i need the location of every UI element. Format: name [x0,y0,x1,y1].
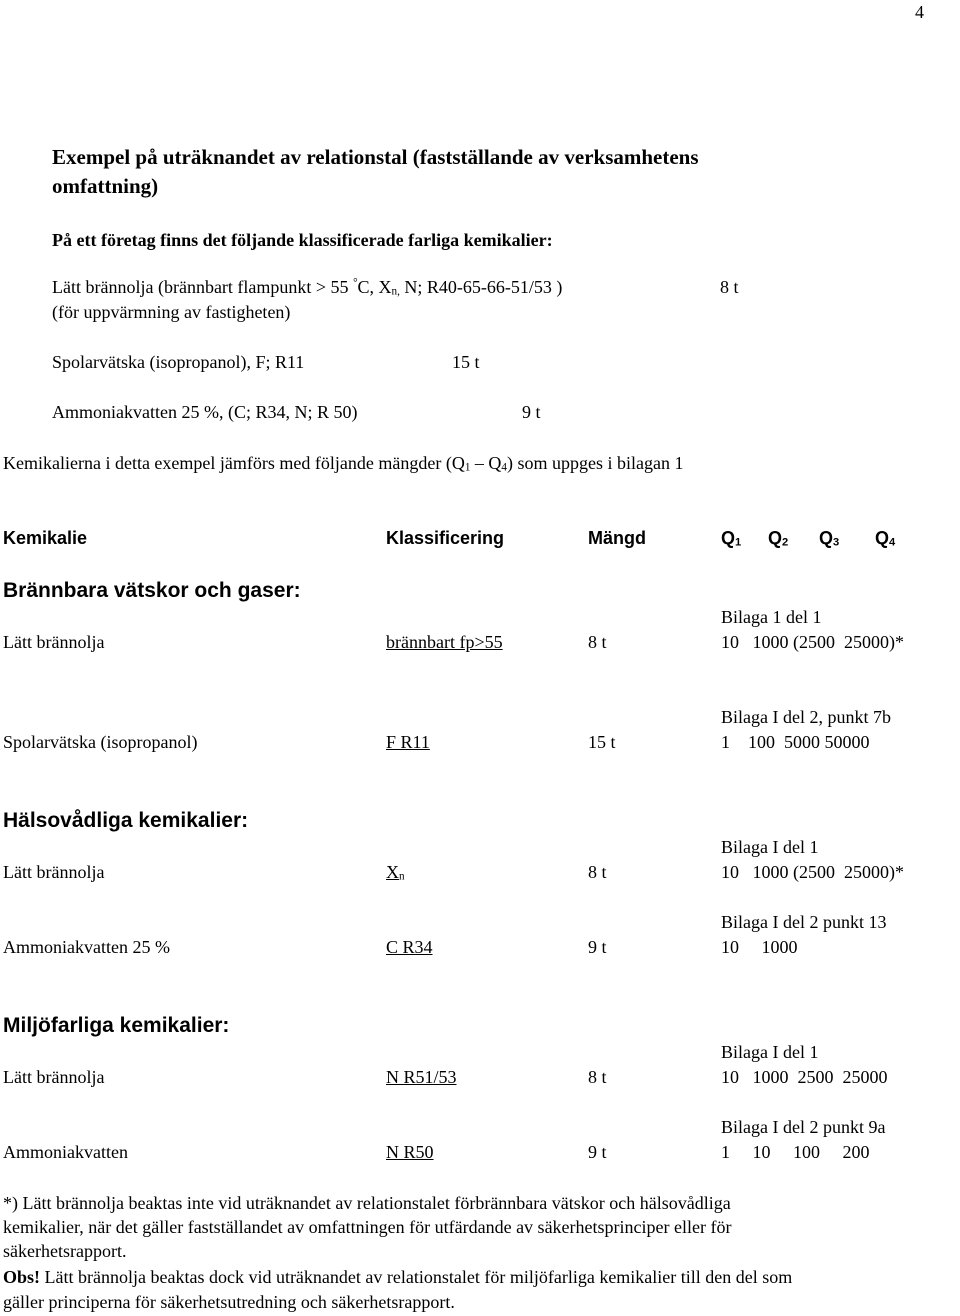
page-number: 4 [915,2,924,22]
row6-values: 1 10 100 200 [721,1142,870,1162]
row5-klass: N R51/53 [386,1067,457,1087]
row1-ref: Bilaga 1 del 1 [721,607,822,627]
row4-klass: C R34 [386,937,433,957]
row6-name: Ammoniakvatten [3,1142,128,1162]
chem-ammo-line: Ammoniakvatten 25 %, (C; R34, N; R 50) [52,402,358,422]
row2-values: 1 100 5000 50000 [721,732,870,752]
row2-ref: Bilaga I del 2, punkt 7b [721,707,891,727]
row3-qty: 8 t [588,862,607,882]
row5-name: Lätt brännolja [3,1067,105,1087]
row3-name: Lätt brännolja [3,862,105,882]
footnote-line-5: gäller principerna för säkerhetsutredning och säkerhetsrapport. [3,1292,455,1312]
compare-text: Kemikalierna i detta exempel jämförs med följande mängder $(Q_1 - Q_4)$ som uppges i bilagan 1 [3,453,684,474]
chem-fuel-qty: 8 t [720,277,739,297]
header-q2: $Q_2$ [768,528,789,549]
chem-ammo-qty: 9 t [522,402,541,422]
row3-values: 10 1000 (2500 25000)* [721,862,904,882]
footnote-line-3: säkerhetsrapport. [3,1241,127,1261]
chem-fuel-line-2: (för uppvärmning av fastigheten) [52,302,291,322]
row2-klass: F R11 [386,732,430,752]
row2-name: Spolarvätska (isopropanol) [3,732,198,752]
footnote-line-1: *) Lätt brännolja beaktas inte vid uträknandet av relationstalet förbrännbara vätskor och hälsovådliga [3,1193,731,1213]
row5-ref: Bilaga I del 1 [721,1042,819,1062]
chem-spol-qty: 15 t [452,352,480,372]
section-flammable: Brännbara vätskor och gaser: [3,579,301,602]
row5-qty: 8 t [588,1067,607,1087]
section-environment: Miljöfarliga kemikalier: [3,1014,230,1037]
row1-name: Lätt brännolja [3,632,105,652]
section-health: Hälsovådliga kemikalier: [3,809,249,832]
intro-text: På ett företag finns det följande klassificerade farliga kemikalier: [52,230,553,250]
row1-values: 10 1000 (2500 25000)* [721,632,904,652]
header-q3: $Q_3$ [819,528,840,549]
header-mangd: Mängd [588,528,646,548]
row4-ref: Bilaga I del 2 punkt 13 [721,912,887,932]
header-q4: $Q_4$ [875,528,896,549]
row1-qty: 8 t [588,632,607,652]
row4-name: Ammoniakvatten 25 % [3,937,170,957]
footnote-line-2: kemikalier, när det gäller fastställandet av omfattningen för utfärdande av säkerhetsprinciper eller för [3,1217,732,1237]
row3-klass: $X_n$ [386,862,405,883]
row6-qty: 9 t [588,1142,607,1162]
footnote-obs: Obs! Lätt brännolja beaktas dock vid uträknandet av relationstalet för miljöfarliga kemikalier till den del som [3,1267,793,1287]
chem-spol-line: Spolarvätska (isopropanol), F; R11 [52,352,305,372]
row5-values: 10 1000 2500 25000 [721,1067,888,1087]
row4-values: 10 1000 [721,937,798,957]
heading-line-1: Exempel på uträknandet av relationstal (fastställande av verksamhetens [52,145,699,169]
header-kemikalie: Kemikalie [3,528,88,548]
row6-ref: Bilaga I del 2 punkt 9a [721,1117,886,1137]
row1-klass: brännbart fp>55 [386,632,503,652]
chem-fuel-line: Lätt brännolja (brännbart flampunkt > 55 °C, $X_{n,}$ N; R40-65-66-51/53 ) [52,277,563,298]
header-q1: $Q_1$ [721,528,742,549]
heading-line-2: omfattning) [52,174,159,198]
row6-klass: N R50 [386,1142,434,1162]
obs-label: Obs! [3,1267,41,1287]
header-klassificering: Klassificering [386,528,505,548]
row3-ref: Bilaga I del 1 [721,837,819,857]
row2-qty: 15 t [588,732,616,752]
row4-qty: 9 t [588,937,607,957]
